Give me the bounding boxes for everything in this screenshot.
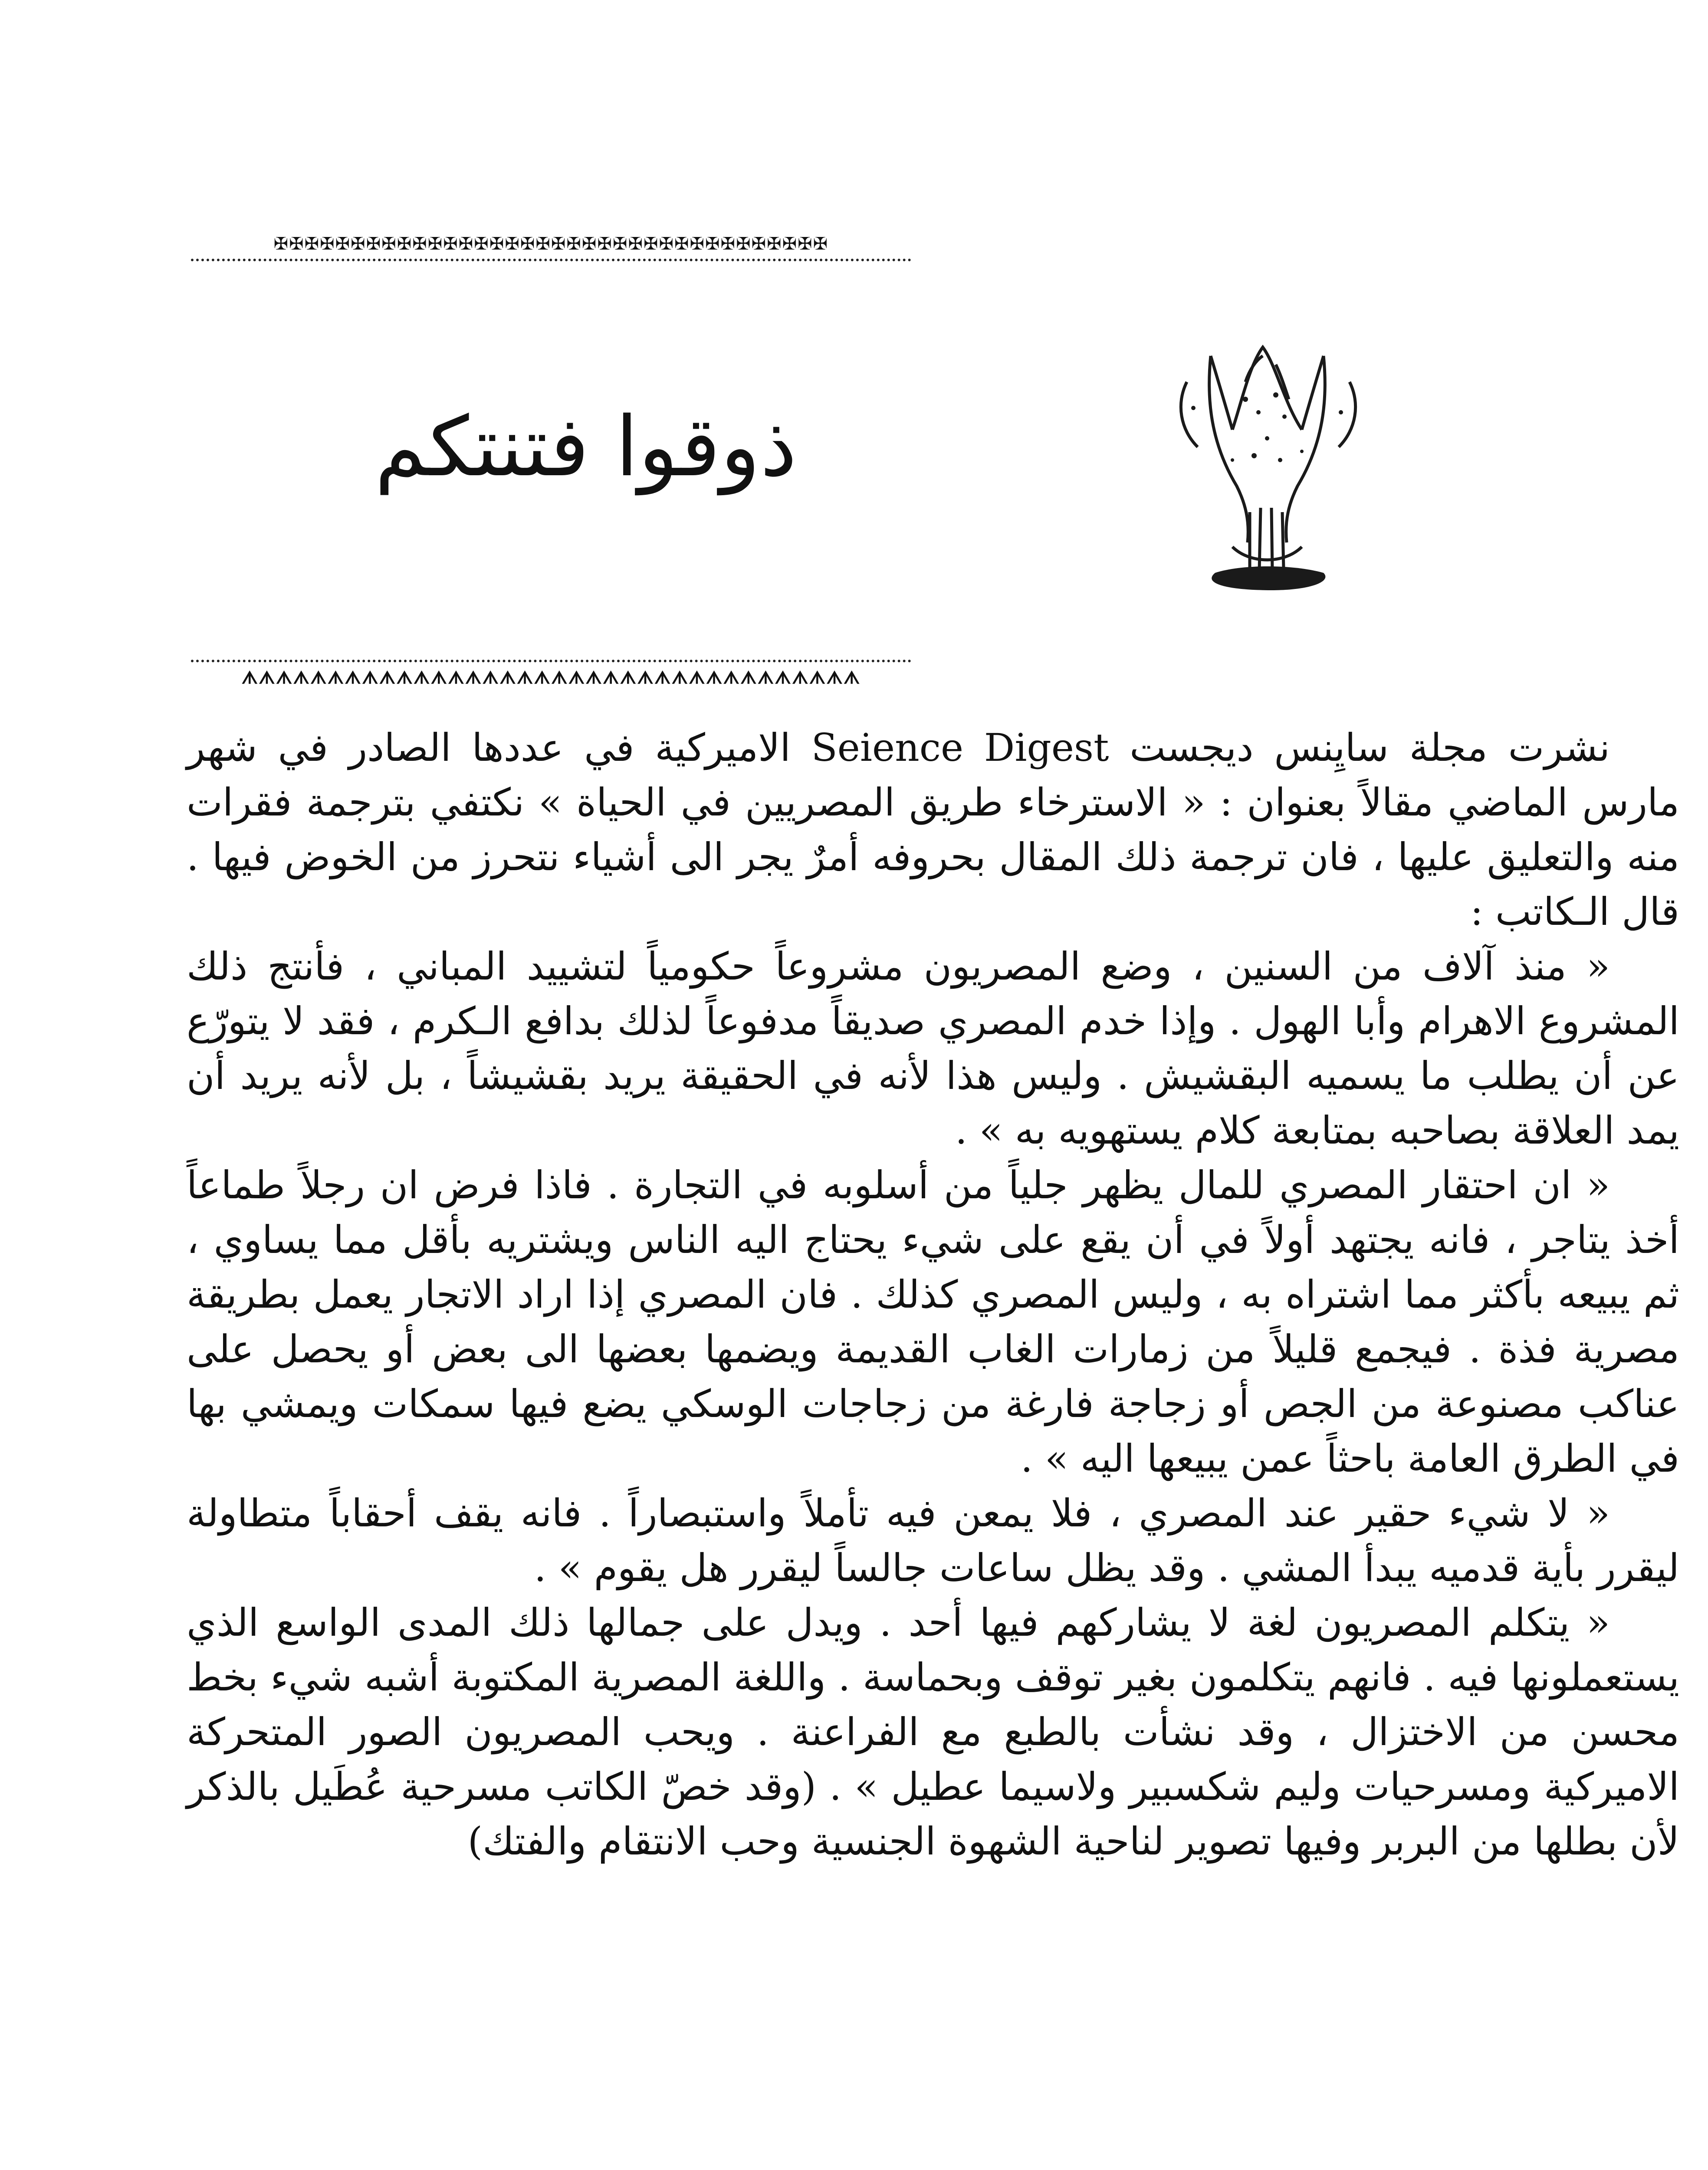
top-dotted-line bbox=[191, 259, 911, 261]
bottom-ornament-glyphs: ᗑᗑᗑᗑᗑᗑᗑᗑᗑᗑᗑᗑᗑᗑᗑᗑᗑᗑᗑᗑᗑᗑᗑᗑᗑᗑᗑᗑᗑᗑᗑᗑᗑᗑᗑᗑ bbox=[241, 668, 861, 687]
article-body bbox=[187, 720, 1679, 1869]
top-ornamental-rule bbox=[191, 234, 911, 273]
page-title: ذوقوا فتنتكم bbox=[374, 399, 797, 495]
paragraph-quote-2: « ان احتقار المصري للمال يظهر جلياً من أسلوبه في التجارة . فاذا فرض ان رجلاً طماعاً أخذ يتاجر ، فانه يجتهد أولاً في أن يقع على شيء يحتاج اليه الناس ويشتريه بأقل مما يساوي ، ثم يبيعه بأكثر مما اشتراه به ، وليس المصري كذلك . فان المصري إذا اراد الاتجار يعمل بطريقة مصرية فذة . فيجمع قليلاً من زمارات الغاب القديمة ويضمها بعضها الى بعض أو يحصل على عناكب مصنوعة من الجص أو زجاجة فارغة من زجاجات الوسكي يضع فيها سمكات ويمشي بها في الطرق العامة باحثاً عمن يبيعها اليه » . bbox=[187, 1163, 1679, 1481]
bottom-ornamental-rule bbox=[191, 655, 911, 694]
paragraph-intro: نشرت مجلة سايِنس ديجست Seience Digest الاميركية في عددها الصادر في شهر مارس الماضي مقالاً بعنوان : « الاسترخاء طريق المصريين في الحياة » نكتفي بترجمة فقرات منه والتعليق عليها ، فان ترجمة ذلك المقال بحروفه أمرٌ يجر الى أشياء نتحرز من الخوض فيها . قال الـكاتب : bbox=[187, 725, 1679, 934]
bottom-dotted-line bbox=[191, 660, 911, 662]
paragraph-quote-3: « لا شيء حقير عند المصري ، فلا يمعن فيه تأملاً واستبصاراً . فانه يقف أحقاباً متطاولة ليقرر بأية قدميه يبدأ المشي . وقد يظل ساعات جالساً ليقرر هل يقوم » . bbox=[187, 1491, 1679, 1590]
paragraph-quote-4: « يتكلم المصريون لغة لا يشاركهم فيها أحد . ويدل على جمالها ذلك المدى الواسع الذي يستعملونها فيه . فانهم يتكلمون بغير توقف وبحماسة . واللغة المصرية المكتوبة أشبه شيء بخط محسن من الاختزال ، وقد نشأت بالطبع مع الفراعنة . ويحب المصريون الصور المتحركة الاميركية ومسرحيات وليم شكسبير ولاسيما عطيل » . (وقد خصّ الكاتب مسرحية عُطَيل بالذكر لأن بطلها من البربر وفيها تصوير لناحية الشهوة الجنسية وحب الانتقام والفتك) bbox=[187, 1600, 1679, 1864]
hand-emblem-icon bbox=[1146, 330, 1389, 599]
paragraph-quote-1: « منذ آلاف من السنين ، وضع المصريون مشروعاً حكومياً لتشييد المباني ، فأنتج ذلك المشروع الاهرام وأبا الهول . وإذا خدم المصري صديقاً مدفوعاً لذلك بدافع الـكرم ، فقد لا يتورّع عن أن يطلب ما يسميه البقشيش . وليس هذا لأنه في الحقيقة يريد بقشيشاً ، بل لأنه يريد أن يمد العلاقة بصاحبه بمتابعة كلام يستهويه به » . bbox=[187, 944, 1679, 1153]
top-ornament-glyphs: ✠✠✠✠✠✠✠✠✠✠✠✠✠✠✠✠✠✠✠✠✠✠✠✠✠✠✠✠✠✠✠✠✠✠✠✠ bbox=[273, 234, 829, 253]
